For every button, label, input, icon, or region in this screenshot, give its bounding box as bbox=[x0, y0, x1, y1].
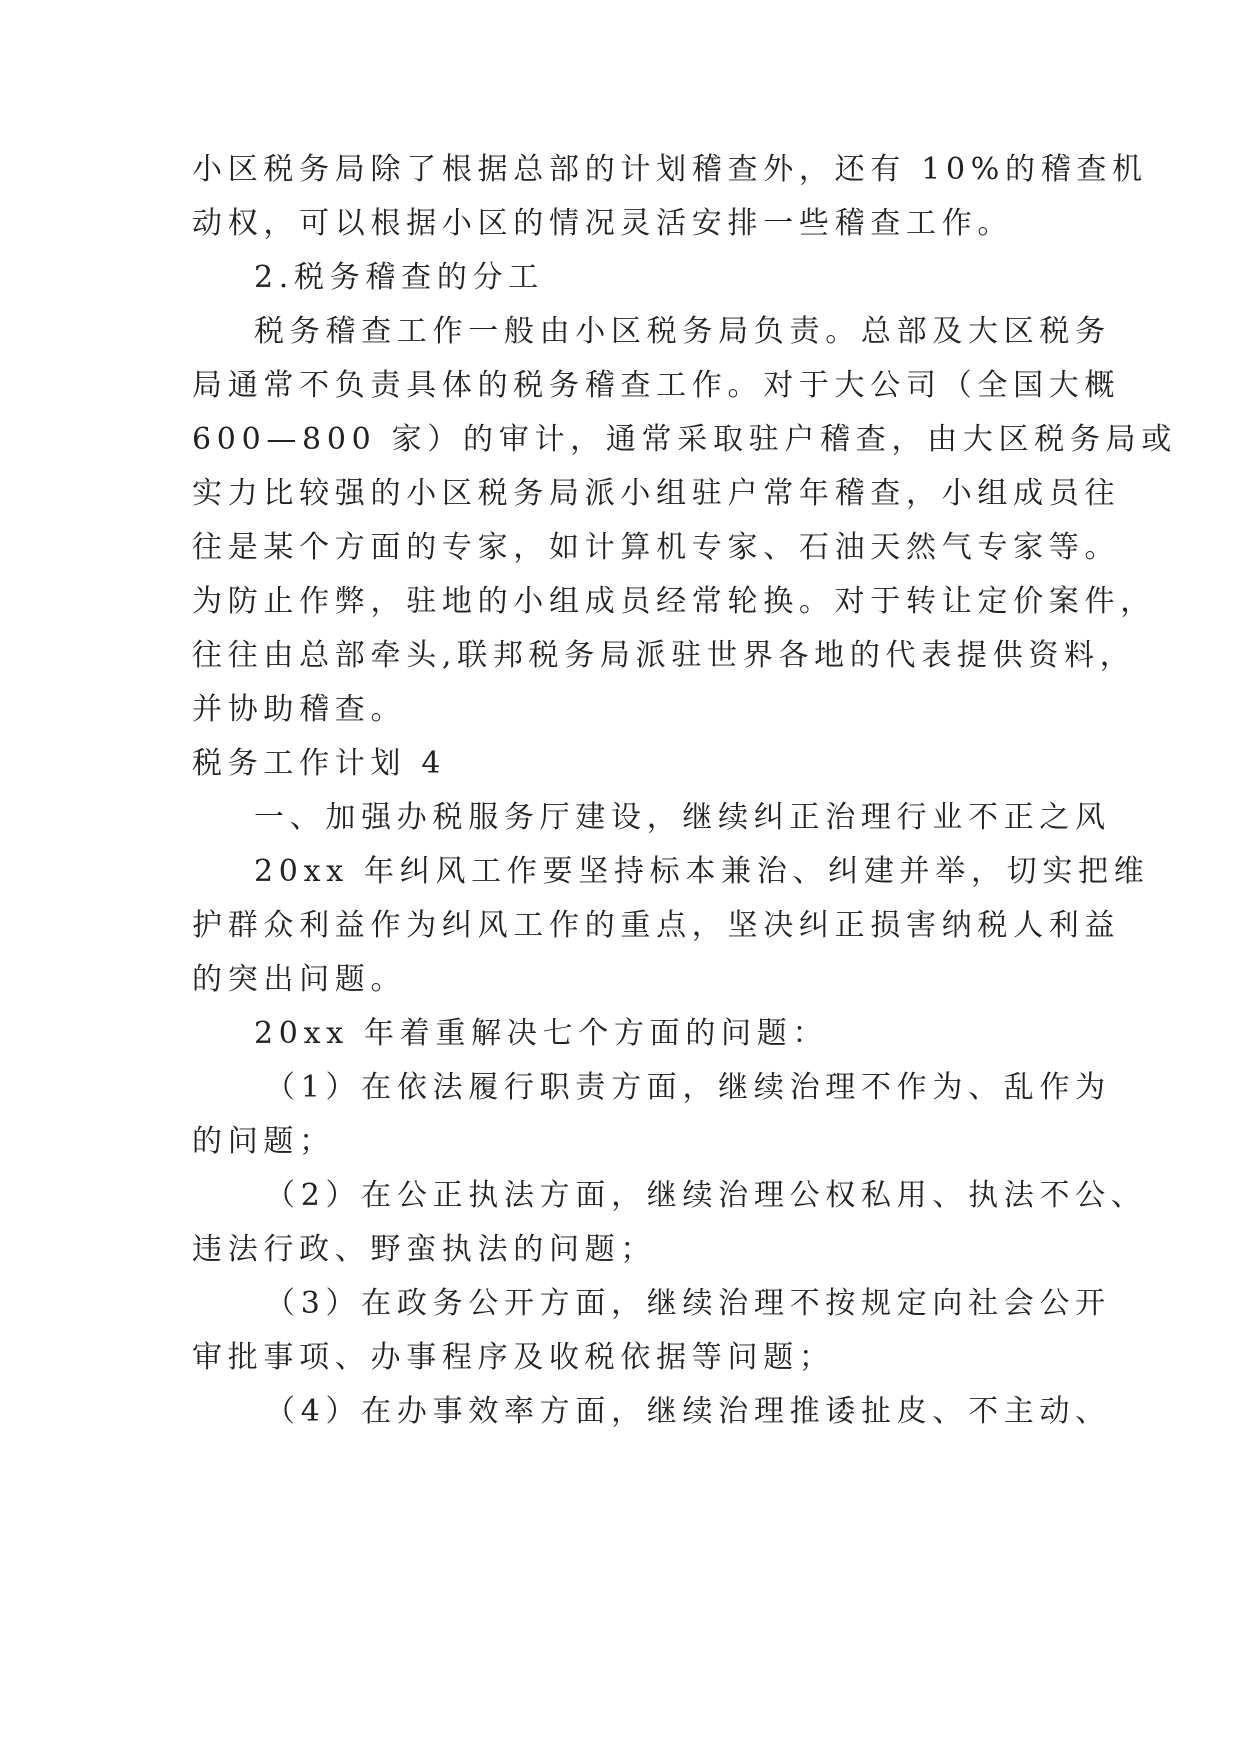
text-line: 并协助稽查。 bbox=[192, 692, 407, 727]
text-line: 护群众利益作为纠风工作的重点，坚决纠正损害纳税人利益 bbox=[192, 908, 1121, 943]
list-item: （3）在政务公开方面，继续治理不按规定向社会公开 bbox=[265, 1286, 1111, 1321]
text-line: 实力比较强的小区税务局派小组驻户常年稽查，小组成员往 bbox=[192, 476, 1121, 511]
text-line: 20xx 年着重解决七个方面的问题： bbox=[254, 1016, 829, 1051]
list-item: （1）在依法履行职责方面，继续治理不作为、乱作为 bbox=[265, 1070, 1111, 1105]
section-heading: 2.税务稽查的分工 bbox=[254, 260, 544, 295]
page-heading: 税务工作计划 4 bbox=[192, 746, 447, 781]
text-line: 的问题； bbox=[192, 1124, 335, 1159]
text-line: 局通常不负责具体的税务稽查工作。对于大公司（全国大概 bbox=[192, 368, 1121, 403]
text-line: 的突出问题。 bbox=[192, 962, 407, 997]
text-line: 往是某个方面的专家，如计算机专家、石油天然气专家等。 bbox=[192, 530, 1121, 565]
section-heading: 一、加强办税服务厅建设，继续纠正治理行业不正之风 bbox=[254, 800, 1111, 835]
text-line: 往往由总部牵头,联邦税务局派驻世界各地的代表提供资料， bbox=[192, 638, 1136, 673]
text-line: 为防止作弊，驻地的小组成员经常轮换。对于转让定价案件， bbox=[192, 584, 1156, 619]
text-line: 动权，可以根据小区的情况灵活安排一些稽查工作。 bbox=[192, 206, 1014, 241]
text-line: 600—800 家）的审计，通常采取驻户稽查，由大区税务局或 bbox=[192, 422, 1178, 457]
list-item: （2）在公正执法方面，继续治理公权私用、执法不公、 bbox=[265, 1178, 1147, 1213]
text-line: 违法行政、野蛮执法的问题； bbox=[192, 1232, 657, 1267]
list-item: （4）在办事效率方面，继续治理推诿扯皮、不主动、 bbox=[265, 1394, 1111, 1429]
text-line: 20xx 年纠风工作要坚持标本兼治、纠建并举，切实把维 bbox=[254, 854, 1150, 889]
text-line: 审批事项、办事程序及收税依据等问题； bbox=[192, 1340, 835, 1375]
text-line: 税务稽查工作一般由小区税务局负责。总部及大区税务 bbox=[254, 314, 1111, 349]
text-line: 小区税务局除了根据总部的计划稽查外，还有 10%的稽查机 bbox=[192, 152, 1148, 187]
